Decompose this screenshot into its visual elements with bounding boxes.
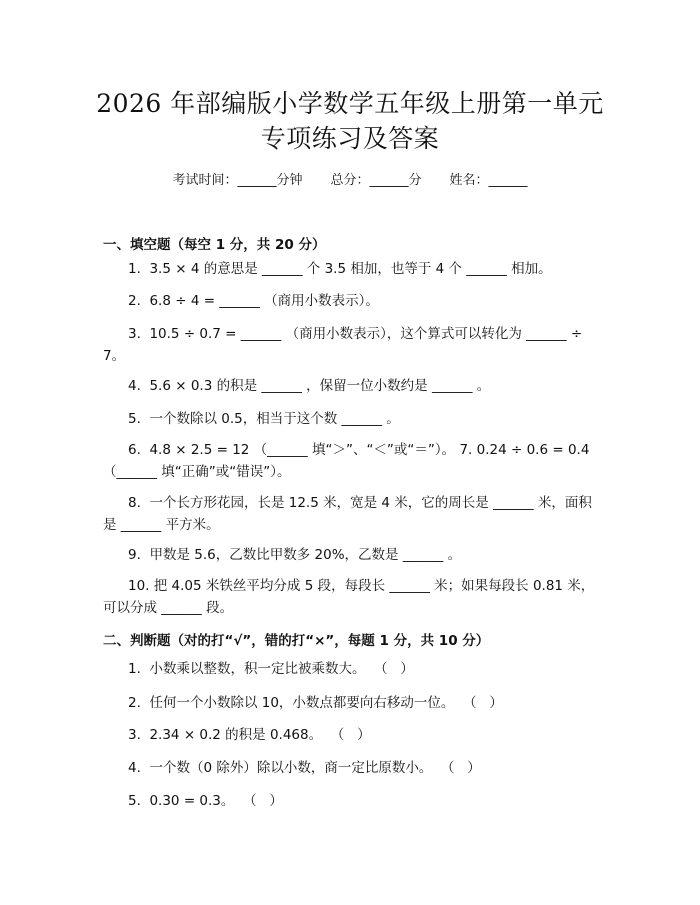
fill-blank-question-10: 10. 把 4.05 米铁丝平均分成 5 段，每段长 ______ 米；如果每段长 0.81 米，可以分成 ______ 段。	[103, 578, 595, 616]
fill-blank-question-5: 5. 一个数除以 0.5，相当于这个数 ______ 。	[128, 411, 400, 427]
fill-blank-question-4: 4. 5.6 × 0.3 的积是 ______ ，保留一位小数约是 ______ 。	[128, 378, 491, 394]
fill-blank-question-3: 3. 10.5 ÷ 0.7 = ______ （商用小数表示），这个算式可以转化为 ______ ÷ 7。	[103, 326, 587, 364]
page-title-line2: 专项练习及答案	[260, 124, 440, 153]
total-score-field: 总分：______分	[330, 173, 422, 188]
true-false-question-3: 3. 2.34 × 0.2 的积是 0.468。 （ ）	[128, 727, 371, 743]
fill-blank-question-8: 8. 一个长方形花园，长是 12.5 米，宽是 4 米，它的周长是 ______ 米，面积是 ______ 平方米。	[103, 495, 592, 533]
exam-meta	[0, 169, 700, 188]
section-true-false-title: 二、判断题（对的打“√”，错的打“×”，每题 1 分，共 10 分）	[103, 633, 490, 649]
fill-blank-question-1: 1. 3.5 × 4 的意思是 ______ 个 3.5 相加，也等于 4 个 ______ 相加。	[128, 261, 552, 277]
true-false-question-5: 5. 0.30 = 0.3。 （ ）	[128, 793, 283, 809]
exam-time-field: 考试时间：______分钟	[172, 173, 303, 188]
name-field: 姓名：______	[449, 173, 528, 188]
fill-blank-question-9: 9. 甲数是 5.6，乙数比甲数多 20%，乙数是 ______ 。	[128, 547, 462, 563]
fill-blank-question-6-7: 6. 4.8 × 2.5 = 12 （______ 填“＞”、“＜”或“＝”）。 7. 0.24 ÷ 0.6 = 0.4 （______ 填“正确”或“错误”）。	[103, 442, 594, 480]
true-false-question-4: 4. 一个数（0 除外）除以小数，商一定比原数小。 （ ）	[128, 760, 481, 776]
page-title-line1: 2026 年部编版小学数学五年级上册第一单元	[96, 89, 604, 118]
fill-blank-question-2: 2. 6.8 ÷ 4 = ______ （商用小数表示）。	[128, 293, 379, 309]
section-fill-blank-title: 一、填空题（每空 1 分，共 20 分）	[103, 237, 326, 253]
true-false-question-1: 1. 小数乘以整数，积一定比被乘数大。 （ ）	[128, 661, 414, 677]
true-false-question-2: 2. 任何一个小数除以 10，小数点都要向右移动一位。 （ ）	[128, 695, 503, 711]
